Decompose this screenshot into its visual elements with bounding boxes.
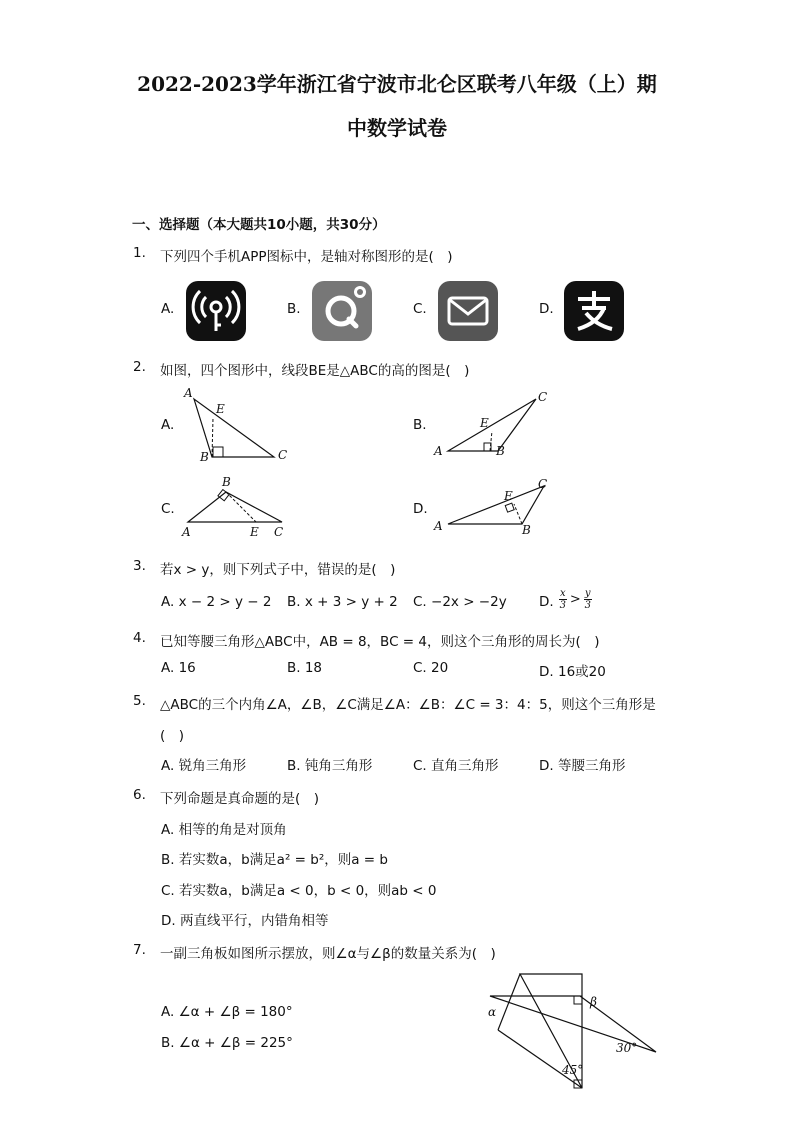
- alipay-icon: [564, 281, 624, 341]
- q4-stem: 已知等腰三角形△ABC中，AB = 8，BC = 4，则这个三角形的周长为( ): [160, 634, 600, 650]
- q2-option-d: D.: [413, 501, 428, 517]
- q2-figure-c: [178, 472, 298, 544]
- q7-stem: 一副三角板如图所示摆放，则∠α与∠β的数量关系为( ): [160, 946, 496, 962]
- q1-option-c: C.: [413, 301, 427, 317]
- svg-text:C: C: [274, 525, 284, 539]
- q1-number: 1.: [133, 245, 146, 261]
- q7-option-a: A. ∠α + ∠β = 180°: [161, 1004, 293, 1020]
- svg-text:α: α: [488, 1005, 497, 1019]
- wifi-key-icon: [186, 281, 246, 341]
- svg-text:E: E: [504, 489, 513, 503]
- mail-icon: [438, 281, 498, 341]
- q3-stem: 若x > y，则下列式子中，错误的是( ): [160, 562, 396, 578]
- svg-text:C: C: [538, 477, 548, 491]
- q3-option-d-fractions: $\frac{x}{3}$ > $\frac{y}{3}$: [559, 588, 591, 611]
- q5-number: 5.: [133, 693, 146, 709]
- q5-stem: △ABC的三个内角∠A，∠B，∠C满足∠A：∠B：∠C = 3：4：5，则这个三角形是: [160, 697, 656, 713]
- q1-option-b: B.: [287, 301, 301, 317]
- q5-option-b: B. 钝角三角形: [287, 758, 373, 774]
- svg-text:C: C: [278, 448, 288, 462]
- svg-text:B: B: [522, 523, 531, 537]
- q6-stem: 下列命题是真命题的是( ): [160, 791, 320, 807]
- q2-option-b: B.: [413, 417, 427, 433]
- q6-option-d: D. 两直线平行，内错角相等: [161, 913, 329, 929]
- q2-number: 2.: [133, 359, 146, 375]
- q4-option-d: D. 16或20: [539, 664, 606, 680]
- q2-option-c: C.: [161, 501, 175, 517]
- section-header: 一、选择题（本大题共10小题，共30分）: [132, 217, 386, 233]
- q1-stem: 下列四个手机APP图标中，是轴对称图形的是( ): [160, 249, 453, 265]
- q6-option-a: A. 相等的角是对顶角: [161, 822, 287, 838]
- q2-figure-b: [430, 387, 560, 467]
- q6-option-b: B. 若实数a，b满足a² = b²，则a = b: [161, 852, 388, 868]
- svg-text:E: E: [216, 402, 225, 416]
- q5-option-c: C. 直角三角形: [413, 758, 499, 774]
- q2-figure-a: [178, 385, 298, 465]
- q4-option-b: B. 18: [287, 660, 323, 676]
- paper-title-line1: 2022-2023学年浙江省宁波市北仑区联考八年级（上）期: [137, 72, 657, 96]
- q2-option-a: A.: [161, 417, 175, 433]
- q5-option-d: D. 等腰三角形: [539, 758, 626, 774]
- svg-text:E: E: [480, 416, 489, 430]
- q5-option-a: A. 锐角三角形: [161, 758, 247, 774]
- q7-number: 7.: [133, 942, 146, 958]
- search-q-icon: [312, 281, 372, 341]
- svg-text:B: B: [222, 475, 231, 489]
- paper-title-line2: 中数学试卷: [347, 116, 447, 140]
- svg-text:A: A: [182, 525, 191, 539]
- svg-text:45°: 45°: [562, 1063, 584, 1077]
- q3-option-a: A. x − 2 > y − 2: [161, 594, 272, 610]
- q4-option-c: C. 20: [413, 660, 449, 676]
- q3-option-b: B. x + 3 > y + 2: [287, 594, 398, 610]
- q3-number: 3.: [133, 558, 146, 574]
- svg-text:A: A: [434, 444, 443, 458]
- svg-text:β: β: [590, 995, 597, 1009]
- svg-text:30°: 30°: [616, 1041, 638, 1055]
- svg-text:A: A: [434, 519, 443, 533]
- svg-text:A: A: [184, 386, 193, 400]
- q1-option-d: D.: [539, 301, 554, 317]
- q6-option-c: C. 若实数a，b满足a < 0，b < 0，则ab < 0: [161, 883, 437, 899]
- q7-set-square-figure: [478, 968, 663, 1098]
- q1-option-a: A.: [161, 301, 175, 317]
- q6-number: 6.: [133, 787, 146, 803]
- svg-text:C: C: [538, 390, 548, 404]
- svg-text:E: E: [250, 525, 259, 539]
- q4-option-a: A. 16: [161, 660, 196, 676]
- q3-option-d: D.: [539, 594, 554, 610]
- q3-option-c: C. −2x > −2y: [413, 594, 507, 610]
- q4-number: 4.: [133, 630, 146, 646]
- q5-stem-cont: ( ): [160, 728, 185, 744]
- q2-figure-d: [430, 476, 560, 540]
- q2-stem: 如图，四个图形中，线段BE是△ABC的高的图是( ): [160, 363, 470, 379]
- q7-option-b: B. ∠α + ∠β = 225°: [161, 1035, 293, 1051]
- svg-text:B: B: [496, 444, 505, 458]
- svg-text:B: B: [200, 450, 209, 464]
